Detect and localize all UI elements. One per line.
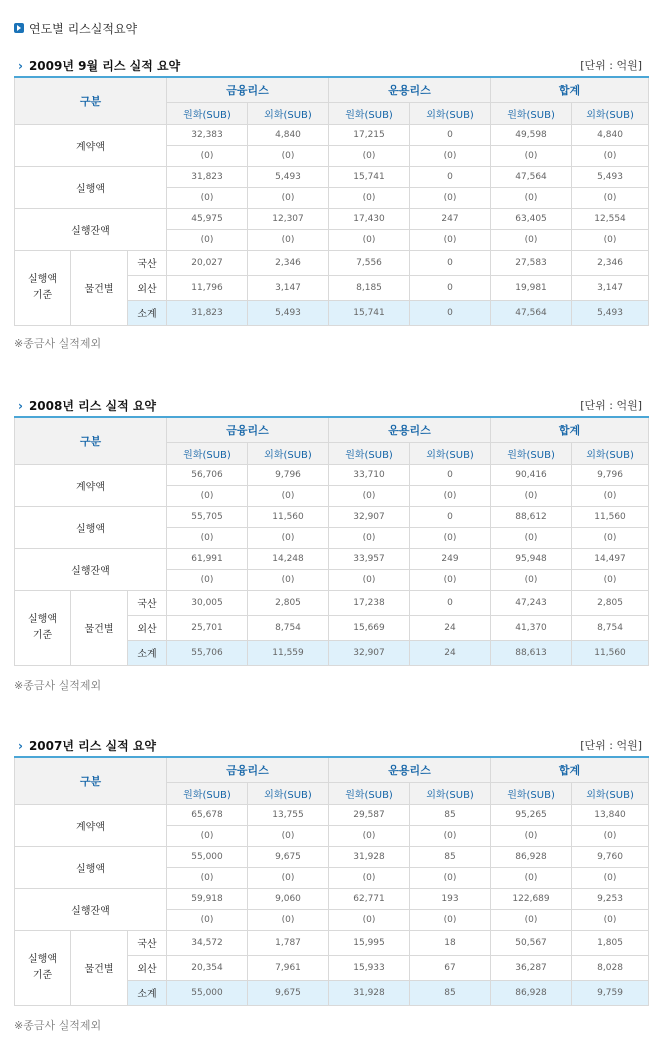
balance-sub-cell: (0) (329, 569, 410, 590)
subtotal-cell: 5,493 (248, 300, 329, 325)
page-title-text: 연도별 리스실적요약 (29, 21, 138, 36)
balance-cell: 14,497 (572, 548, 649, 569)
domestic-cell: 30,005 (167, 590, 248, 615)
contract-sub-cell: (0) (491, 825, 572, 846)
domestic-cell: 18 (410, 930, 491, 955)
foreign-label: 외산 (128, 615, 167, 640)
domestic-label: 국산 (128, 250, 167, 275)
domestic-cell: 0 (410, 590, 491, 615)
basis-label: 실행액 기준 (15, 930, 71, 1005)
section-title-text: 2008년 리스 실적 요약 (28, 399, 157, 413)
contract-sub-cell: (0) (167, 825, 248, 846)
foreign-cell: 8,754 (572, 615, 649, 640)
balance-sub-cell: (0) (167, 909, 248, 930)
subtotal-cell: 85 (410, 980, 491, 1005)
execution-cell: 5,493 (572, 166, 649, 187)
balance-cell: 9,253 (572, 888, 649, 909)
balance-sub-cell: (0) (410, 569, 491, 590)
domestic-cell: 7,556 (329, 250, 410, 275)
domestic-cell: 1,787 (248, 930, 329, 955)
balance-sub-cell: (0) (248, 909, 329, 930)
contract-sub-cell: (0) (572, 825, 649, 846)
execution-sub-cell: (0) (572, 527, 649, 548)
subtotal-cell: 0 (410, 300, 491, 325)
execution-sub-cell: (0) (491, 867, 572, 888)
section-title (18, 737, 156, 754)
summary-table (14, 416, 649, 666)
balance-sub-cell: (0) (491, 909, 572, 930)
basis-label: 실행액 기준 (15, 590, 71, 665)
execution-sub-cell: (0) (248, 527, 329, 548)
subtotal-cell: 11,560 (572, 640, 649, 665)
contract-sub-cell: (0) (572, 145, 649, 166)
contract-sub-cell: (0) (248, 145, 329, 166)
execution-sub-cell: (0) (248, 867, 329, 888)
balance-label: 실행잔액 (15, 888, 167, 930)
execution-sub-cell: (0) (329, 187, 410, 208)
balance-cell: 249 (410, 548, 491, 569)
basis-label: 실행액 기준 (15, 250, 71, 325)
subtotal-label: 소계 (128, 300, 167, 325)
balance-cell: 33,957 (329, 548, 410, 569)
balance-cell: 247 (410, 208, 491, 229)
domestic-label: 국산 (128, 930, 167, 955)
total-header: 합계 (491, 77, 649, 102)
summary-section (14, 735, 648, 1000)
summary-table (14, 756, 649, 1006)
foreign-cell: 8,754 (248, 615, 329, 640)
fx-header: 외화(SUB) (572, 442, 649, 464)
execution-cell: 15,741 (329, 166, 410, 187)
execution-cell: 47,564 (491, 166, 572, 187)
contract-sub-cell: (0) (410, 485, 491, 506)
subtotal-label: 소계 (128, 980, 167, 1005)
contract-cell: 0 (410, 124, 491, 145)
execution-cell: 55,705 (167, 506, 248, 527)
balance-cell: 17,430 (329, 208, 410, 229)
contract-cell: 4,840 (248, 124, 329, 145)
fx-header: 외화(SUB) (248, 102, 329, 124)
operating-lease-header: 운용리스 (329, 417, 491, 442)
contract-sub-cell: (0) (329, 825, 410, 846)
contract-cell: 9,796 (248, 464, 329, 485)
foreign-cell: 19,981 (491, 275, 572, 300)
subtotal-cell: 32,907 (329, 640, 410, 665)
foreign-cell: 11,796 (167, 275, 248, 300)
contract-sub-cell: (0) (572, 485, 649, 506)
balance-cell: 63,405 (491, 208, 572, 229)
contract-cell: 33,710 (329, 464, 410, 485)
subtotal-cell: 88,613 (491, 640, 572, 665)
contract-cell: 32,383 (167, 124, 248, 145)
balance-sub-cell: (0) (248, 229, 329, 250)
summary-table (14, 76, 649, 326)
domestic-cell: 15,995 (329, 930, 410, 955)
domestic-cell: 2,346 (248, 250, 329, 275)
foreign-cell: 3,147 (572, 275, 649, 300)
operating-lease-header: 운용리스 (329, 77, 491, 102)
balance-cell: 12,554 (572, 208, 649, 229)
unit-label: [단위 : 억원] (580, 399, 642, 412)
execution-cell: 32,907 (329, 506, 410, 527)
execution-cell: 86,928 (491, 846, 572, 867)
fx-header: 외화(SUB) (410, 782, 491, 804)
contract-sub-cell: (0) (167, 485, 248, 506)
subtotal-cell: 86,928 (491, 980, 572, 1005)
foreign-cell: 67 (410, 955, 491, 980)
operating-lease-header: 운용리스 (329, 757, 491, 782)
domestic-cell: 47,243 (491, 590, 572, 615)
execution-sub-cell: (0) (410, 187, 491, 208)
balance-cell: 12,307 (248, 208, 329, 229)
won-header: 원화(SUB) (329, 102, 410, 124)
section-title-text: 2007년 리스 실적 요약 (28, 739, 157, 753)
unit-label: [단위 : 억원] (580, 739, 642, 752)
note-text: ※종금사 실적제외 (14, 1019, 102, 1032)
contract-sub-cell: (0) (410, 825, 491, 846)
total-header: 합계 (491, 757, 649, 782)
domestic-cell: 27,583 (491, 250, 572, 275)
summary-section (14, 55, 648, 320)
contract-cell: 0 (410, 464, 491, 485)
section-title (18, 57, 180, 74)
execution-cell: 55,000 (167, 846, 248, 867)
execution-sub-cell: (0) (167, 187, 248, 208)
foreign-cell: 20,354 (167, 955, 248, 980)
execution-sub-cell: (0) (572, 867, 649, 888)
contract-cell: 29,587 (329, 804, 410, 825)
balance-label: 실행잔액 (15, 208, 167, 250)
contract-cell: 13,840 (572, 804, 649, 825)
foreign-cell: 41,370 (491, 615, 572, 640)
fx-header: 외화(SUB) (572, 782, 649, 804)
contract-cell: 65,678 (167, 804, 248, 825)
execution-sub-cell: (0) (167, 527, 248, 548)
domestic-cell: 2,346 (572, 250, 649, 275)
summary-section (14, 395, 648, 660)
section-title (18, 397, 156, 414)
execution-sub-cell: (0) (248, 187, 329, 208)
foreign-cell: 25,701 (167, 615, 248, 640)
category-header: 구분 (15, 77, 167, 124)
balance-cell: 61,991 (167, 548, 248, 569)
balance-sub-cell: (0) (167, 229, 248, 250)
contract-sub-cell: (0) (167, 145, 248, 166)
contract-sub-cell: (0) (491, 485, 572, 506)
balance-sub-cell: (0) (491, 569, 572, 590)
balance-cell: 59,918 (167, 888, 248, 909)
balance-cell: 45,975 (167, 208, 248, 229)
execution-cell: 5,493 (248, 166, 329, 187)
subtotal-cell: 55,706 (167, 640, 248, 665)
balance-cell: 9,060 (248, 888, 329, 909)
by-item-label: 물건별 (71, 930, 128, 1005)
balance-sub-cell: (0) (329, 909, 410, 930)
subtotal-cell: 31,823 (167, 300, 248, 325)
foreign-cell: 3,147 (248, 275, 329, 300)
page-title (14, 20, 137, 36)
balance-sub-cell: (0) (248, 569, 329, 590)
balance-sub-cell: (0) (572, 229, 649, 250)
execution-sub-cell: (0) (491, 527, 572, 548)
contract-sub-cell: (0) (248, 825, 329, 846)
subtotal-cell: 55,000 (167, 980, 248, 1005)
subtotal-cell: 9,675 (248, 980, 329, 1005)
execution-cell: 11,560 (572, 506, 649, 527)
subtotal-cell: 47,564 (491, 300, 572, 325)
contract-cell: 85 (410, 804, 491, 825)
won-header: 원화(SUB) (329, 442, 410, 464)
balance-sub-cell: (0) (491, 229, 572, 250)
foreign-cell: 7,961 (248, 955, 329, 980)
execution-sub-cell: (0) (410, 867, 491, 888)
foreign-cell: 36,287 (491, 955, 572, 980)
execution-label: 실행액 (15, 506, 167, 548)
contract-sub-cell: (0) (410, 145, 491, 166)
execution-sub-cell: (0) (491, 187, 572, 208)
by-item-label: 물건별 (71, 590, 128, 665)
domestic-cell: 2,805 (572, 590, 649, 615)
unit-label: [단위 : 억원] (580, 59, 642, 72)
execution-sub-cell: (0) (572, 187, 649, 208)
domestic-cell: 0 (410, 250, 491, 275)
execution-cell: 31,928 (329, 846, 410, 867)
execution-sub-cell: (0) (410, 527, 491, 548)
subtotal-cell: 31,928 (329, 980, 410, 1005)
foreign-cell: 8,028 (572, 955, 649, 980)
execution-sub-cell: (0) (329, 867, 410, 888)
execution-label: 실행액 (15, 166, 167, 208)
subtotal-cell: 24 (410, 640, 491, 665)
finance-lease-header: 금융리스 (167, 77, 329, 102)
balance-sub-cell: (0) (410, 229, 491, 250)
category-header: 구분 (15, 757, 167, 804)
contract-cell: 17,215 (329, 124, 410, 145)
contract-cell: 4,840 (572, 124, 649, 145)
domestic-cell: 1,805 (572, 930, 649, 955)
balance-cell: 14,248 (248, 548, 329, 569)
execution-cell: 0 (410, 166, 491, 187)
contract-sub-cell: (0) (491, 145, 572, 166)
note-text: ※종금사 실적제외 (14, 679, 102, 692)
won-header: 원화(SUB) (329, 782, 410, 804)
execution-cell: 9,760 (572, 846, 649, 867)
execution-cell: 88,612 (491, 506, 572, 527)
section-title-text: 2009년 9월 리스 실적 요약 (28, 59, 181, 73)
contract-sub-cell: (0) (248, 485, 329, 506)
balance-sub-cell: (0) (410, 909, 491, 930)
won-header: 원화(SUB) (167, 442, 248, 464)
domestic-cell: 2,805 (248, 590, 329, 615)
contract-cell: 13,755 (248, 804, 329, 825)
balance-sub-cell: (0) (329, 229, 410, 250)
subtotal-cell: 11,559 (248, 640, 329, 665)
foreign-cell: 8,185 (329, 275, 410, 300)
subtotal-cell: 5,493 (572, 300, 649, 325)
domestic-cell: 34,572 (167, 930, 248, 955)
foreign-cell: 15,933 (329, 955, 410, 980)
contract-label: 계약액 (15, 464, 167, 506)
category-header: 구분 (15, 417, 167, 464)
foreign-cell: 24 (410, 615, 491, 640)
total-header: 합계 (491, 417, 649, 442)
execution-cell: 9,675 (248, 846, 329, 867)
execution-cell: 0 (410, 506, 491, 527)
title-bullet-icon (14, 23, 24, 33)
execution-label: 실행액 (15, 846, 167, 888)
won-header: 원화(SUB) (491, 782, 572, 804)
foreign-label: 외산 (128, 955, 167, 980)
foreign-cell: 0 (410, 275, 491, 300)
fx-header: 외화(SUB) (248, 442, 329, 464)
execution-cell: 85 (410, 846, 491, 867)
subtotal-cell: 9,759 (572, 980, 649, 1005)
fx-header: 외화(SUB) (410, 102, 491, 124)
execution-cell: 31,823 (167, 166, 248, 187)
contract-cell: 90,416 (491, 464, 572, 485)
won-header: 원화(SUB) (491, 442, 572, 464)
won-header: 원화(SUB) (491, 102, 572, 124)
contract-sub-cell: (0) (329, 485, 410, 506)
finance-lease-header: 금융리스 (167, 757, 329, 782)
balance-cell: 122,689 (491, 888, 572, 909)
contract-sub-cell: (0) (329, 145, 410, 166)
execution-sub-cell: (0) (329, 527, 410, 548)
subtotal-cell: 15,741 (329, 300, 410, 325)
fx-header: 외화(SUB) (410, 442, 491, 464)
by-item-label: 물건별 (71, 250, 128, 325)
foreign-cell: 15,669 (329, 615, 410, 640)
balance-sub-cell: (0) (572, 569, 649, 590)
contract-cell: 56,706 (167, 464, 248, 485)
chevron-right-icon: › (18, 399, 23, 413)
fx-header: 외화(SUB) (248, 782, 329, 804)
balance-cell: 193 (410, 888, 491, 909)
domestic-cell: 50,567 (491, 930, 572, 955)
foreign-label: 외산 (128, 275, 167, 300)
execution-sub-cell: (0) (167, 867, 248, 888)
balance-sub-cell: (0) (572, 909, 649, 930)
note-text: ※종금사 실적제외 (14, 337, 102, 350)
balance-label: 실행잔액 (15, 548, 167, 590)
chevron-right-icon: › (18, 59, 23, 73)
domestic-cell: 17,238 (329, 590, 410, 615)
execution-cell: 11,560 (248, 506, 329, 527)
subtotal-label: 소계 (128, 640, 167, 665)
contract-label: 계약액 (15, 804, 167, 846)
chevron-right-icon: › (18, 739, 23, 753)
won-header: 원화(SUB) (167, 102, 248, 124)
contract-cell: 9,796 (572, 464, 649, 485)
fx-header: 외화(SUB) (572, 102, 649, 124)
contract-label: 계약액 (15, 124, 167, 166)
finance-lease-header: 금융리스 (167, 417, 329, 442)
won-header: 원화(SUB) (167, 782, 248, 804)
domestic-cell: 20,027 (167, 250, 248, 275)
balance-cell: 95,948 (491, 548, 572, 569)
contract-cell: 49,598 (491, 124, 572, 145)
contract-cell: 95,265 (491, 804, 572, 825)
balance-sub-cell: (0) (167, 569, 248, 590)
balance-cell: 62,771 (329, 888, 410, 909)
domestic-label: 국산 (128, 590, 167, 615)
